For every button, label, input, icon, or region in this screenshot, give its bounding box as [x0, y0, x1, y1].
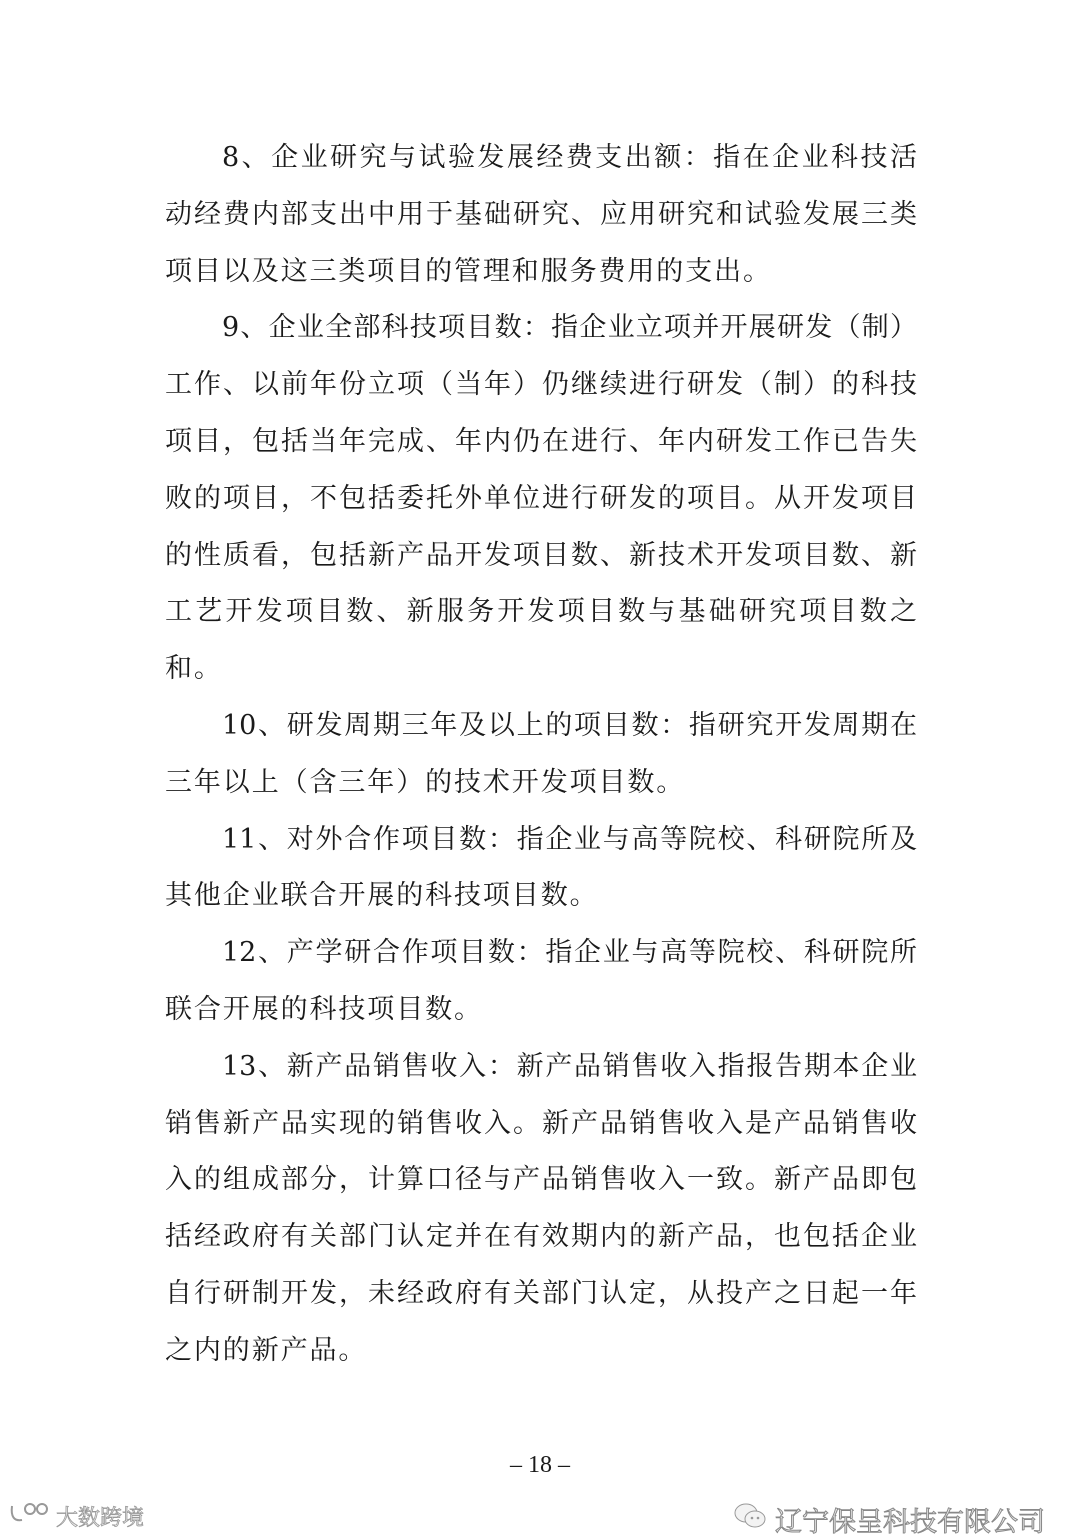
text-line: 联合开展的科技项目数。: [165, 993, 483, 1025]
text-line: 其他企业联合开展的科技项目数。: [165, 880, 599, 912]
text-line: 的性质看，包括新产品开发项目数、新技术开发项目数、新: [165, 539, 917, 571]
wechat-icon: [733, 1501, 767, 1538]
text-line: 11、对外合作项目数：指企业与高等院校、科研院所及: [222, 823, 917, 855]
text-line: 8、企业研究与试验发展经费支出额：指在企业科技活: [222, 142, 917, 173]
watermark-brand-text: 大数跨境: [56, 1505, 145, 1531]
paragraph: [165, 812, 917, 926]
text-line: 动经费内部支出中用于基础研究、应用研究和试验发展三类: [165, 198, 917, 230]
text-line: 9、企业全部科技项目数：指企业立项并开展研发（制）: [222, 312, 917, 344]
brand-logo-icon: [8, 1500, 52, 1532]
document-body: [165, 130, 917, 1380]
text-line: 项目以及这三类项目的管理和服务费用的支出。: [165, 255, 772, 287]
text-line: 和。: [165, 653, 223, 685]
text-line: 入的组成部分，计算口径与产品销售收入一致。新产品即包: [165, 1164, 917, 1196]
text-line: 13、新产品销售收入：新产品销售收入指报告期本企业: [222, 1050, 917, 1082]
text-line: 括经政府有关部门认定并在有效期内的新产品，也包括企业: [165, 1221, 917, 1253]
text-line: 12、产学研合作项目数：指企业与高等院校、科研院所: [222, 937, 917, 969]
watermark-company: [733, 1500, 1045, 1539]
paragraph: [165, 300, 917, 698]
page-number: – 18 –: [510, 1452, 570, 1478]
paragraph: [165, 698, 917, 812]
watermark-brand: [8, 1500, 144, 1532]
text-line: 三年以上（含三年）的技术开发项目数。: [165, 766, 686, 798]
text-line: 项目，包括当年完成、年内仍在进行、年内研发工作已告失: [165, 425, 917, 457]
paragraph: [165, 130, 917, 300]
text-line: 10、研发周期三年及以上的项目数：指研究开发周期在: [222, 709, 917, 741]
text-line: 自行研制开发，未经政府有关部门认定，从投产之日起一年: [165, 1277, 917, 1309]
watermark-company-text: 辽宁保呈科技有限公司: [775, 1507, 1045, 1538]
text-line: 销售新产品实现的销售收入。新产品销售收入是产品销售收: [165, 1107, 917, 1139]
paragraph: [165, 1039, 917, 1380]
text-line: 败的项目，不包括委托外单位进行研发的项目。从开发项目: [165, 482, 917, 514]
text-line: 工艺开发项目数、新服务开发项目数与基础研究项目数之: [165, 596, 917, 628]
paragraph: [165, 925, 917, 1039]
text-line: 工作、以前年份立项（当年）仍继续进行研发（制）的科技: [165, 369, 917, 401]
text-line: 之内的新产品。: [165, 1334, 368, 1366]
